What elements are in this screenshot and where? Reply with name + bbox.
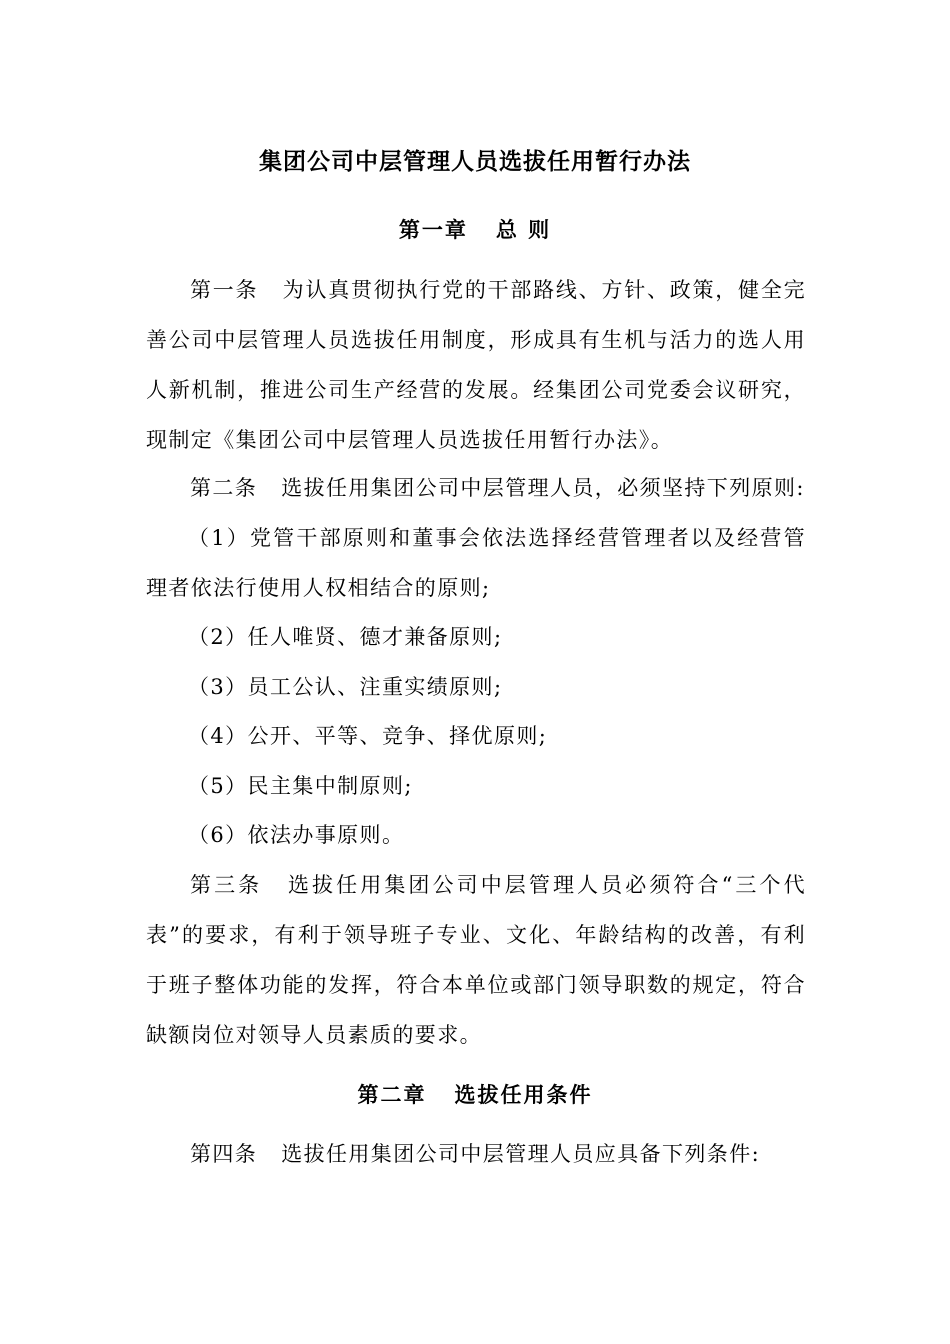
article-2-item-5: （5）民主集中制原则; [188, 774, 413, 798]
article-4-label: 第四条 [190, 1142, 258, 1166]
document-title: 集团公司中层管理人员选拔任用暂行办法 [259, 149, 691, 175]
article-1 [146, 265, 806, 465]
article-2-item-3: （3）员工公认、注重实绩原则; [188, 675, 503, 699]
article-3-text: 选拔任用集团公司中层管理人员必须符合“三个代表”的要求，有利于领导班子专业、文化、年龄结构的改善，有利于班子整体功能的发挥，符合本单位或部门领导职数的规定，符合缺额岗位对领导人员素质的要求。 [146, 873, 806, 1047]
article-2-text: 选拔任用集团公司中层管理人员，必须坚持下列原则: [281, 476, 805, 500]
article-1-label: 第一条 [190, 278, 259, 302]
article-2-item-2: （2）任人唯贤、德才兼备原则; [188, 625, 503, 649]
chapter-2-heading [0, 1077, 950, 1113]
article-2-label: 第二条 [190, 476, 258, 500]
article-1-text: 为认真贯彻执行党的干部路线、方针、政策，健全完善公司中层管理人员选拔任用制度，形成具有生机与活力的选人用人新机制，推进公司生产经营的发展。经集团公司党委会议研究，现制定《集团公司中层管理人员选拔任用暂行办法》。 [146, 278, 806, 452]
article-3-label: 第三条 [190, 873, 263, 897]
article-2 [146, 463, 806, 513]
article-4 [146, 1129, 806, 1179]
chapter-2-number: 第二章 [357, 1083, 427, 1107]
chapter-1-number: 第一章 [398, 218, 468, 242]
article-2-item-6: （6）依法办事原则。 [188, 823, 405, 847]
article-4-text: 选拔任用集团公司中层管理人员应具备下列条件: [281, 1142, 761, 1166]
chapter-1-name: 总 则 [495, 218, 552, 242]
article-2-item-1: （1）党管干部原则和董事会依法选择经营管理者以及经营管理者依法行使用人权相结合的原则; [146, 526, 806, 600]
article-2-item-4: （4）公开、平等、竞争、择优原则; [188, 724, 548, 748]
chapter-1-heading [0, 212, 950, 248]
article-3 [146, 860, 806, 1060]
chapter-2-name: 选拔任用条件 [454, 1083, 593, 1107]
